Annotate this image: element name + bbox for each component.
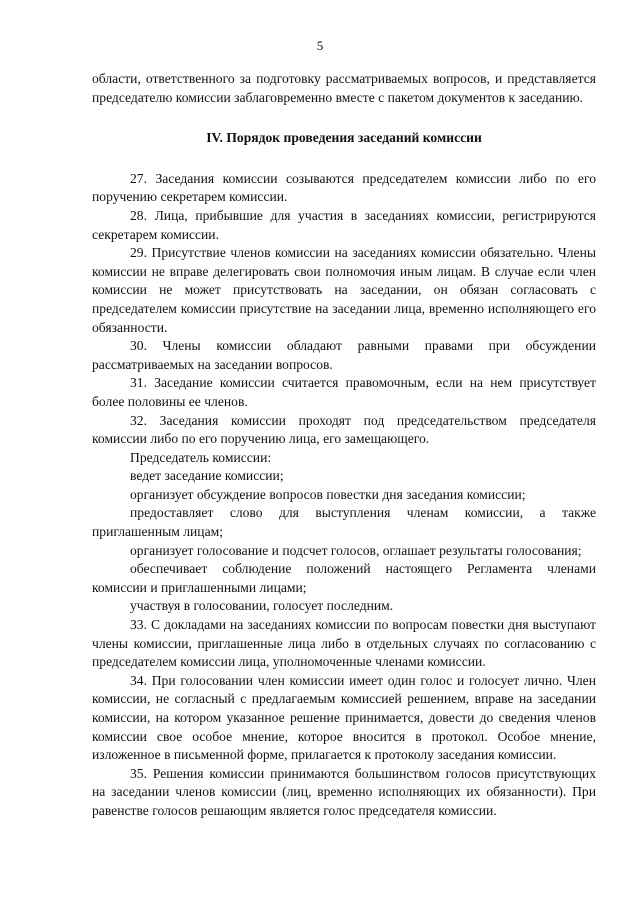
item-29: 29. Присутствие членов комиссии на заседаниях комиссии обязательно. Члены комиссии не вправе делегировать свои полномочия иным лицам. В случае если член комиссии не может присутствовать на заседании, он обязан согласовать с председателем комиссии присутствие на заседании лица, временно исполняющего его обязанности. — [92, 245, 596, 335]
item-31: 31. Заседание комиссии считается правомочным, если на нем присутствует более половины ее членов. — [92, 375, 596, 409]
item-30: 30. Члены комиссии обладают равными правами при обсуждении рассматриваемых на заседании вопросов. — [92, 338, 596, 372]
chairman-duty: обеспечивает соблюдение положений настоящего Регламента членами комиссии и приглашенными лицами; — [92, 561, 596, 595]
item-32: 32. Заседания комиссии проходят под председательством председателя комиссии либо по его поручению лица, его замещающего. — [92, 412, 596, 447]
item-33: 33. С докладами на заседаниях комиссии по вопросам повестки дня выступают члены комиссии, приглашенные лица либо в отдельных случаях по согласованию с председателем комиссии лица, уполномоченные членами комиссии. — [92, 617, 596, 670]
section-heading: IV. Порядок проведения заседаний комиссии — [206, 130, 482, 146]
chairman-intro: Председатель комиссии: — [130, 449, 272, 465]
intro-paragraph: области, ответственного за подготовку рассматриваемых вопросов, и представляется председателю комиссии заблаговременно вместе с пакетом документов к заседанию. — [92, 71, 596, 105]
chairman-duty: предоставляет слово для выступления членам комиссии, а также приглашенным лицам; — [92, 505, 596, 540]
chairman-duty: участвуя в голосовании, голосует последним. — [130, 598, 394, 614]
page-number: 5 — [316, 38, 324, 53]
item-35: 35. Решения комиссии принимаются большинством голосов присутствующих на заседании членов комиссии (лиц, временно исполняющих их обязанности). При равенстве голосов решающим является голос председателя комиссии. — [92, 765, 596, 818]
chairman-duty: организует голосование и подсчет голосов, оглашает результаты голосования; — [130, 542, 582, 558]
document-body — [92, 70, 596, 821]
item-34: 34. При голосовании член комиссии имеет один голос и голосует лично. Член комиссии, не согласный с предлагаемым комиссией решением, вправе на заседании комиссии, на котором указанное решение принимается, довести до сведения членов комиссии свое особое мнение, которое вносится в протокол. Особое мнение, изложенное в письменной форме, прилагается к протоколу заседания комиссии. — [92, 672, 596, 763]
chairman-duty: ведет заседание комиссии; — [130, 468, 284, 484]
item-28: 28. Лица, прибывшие для участия в заседаниях комиссии, регистрируются секретарем комиссии. — [92, 207, 596, 242]
chairman-duty: организует обсуждение вопросов повестки дня заседания комиссии; — [130, 486, 526, 502]
item-27: 27. Заседания комиссии созываются председателем комиссии либо по его поручению секретарем комиссии. — [92, 170, 596, 205]
